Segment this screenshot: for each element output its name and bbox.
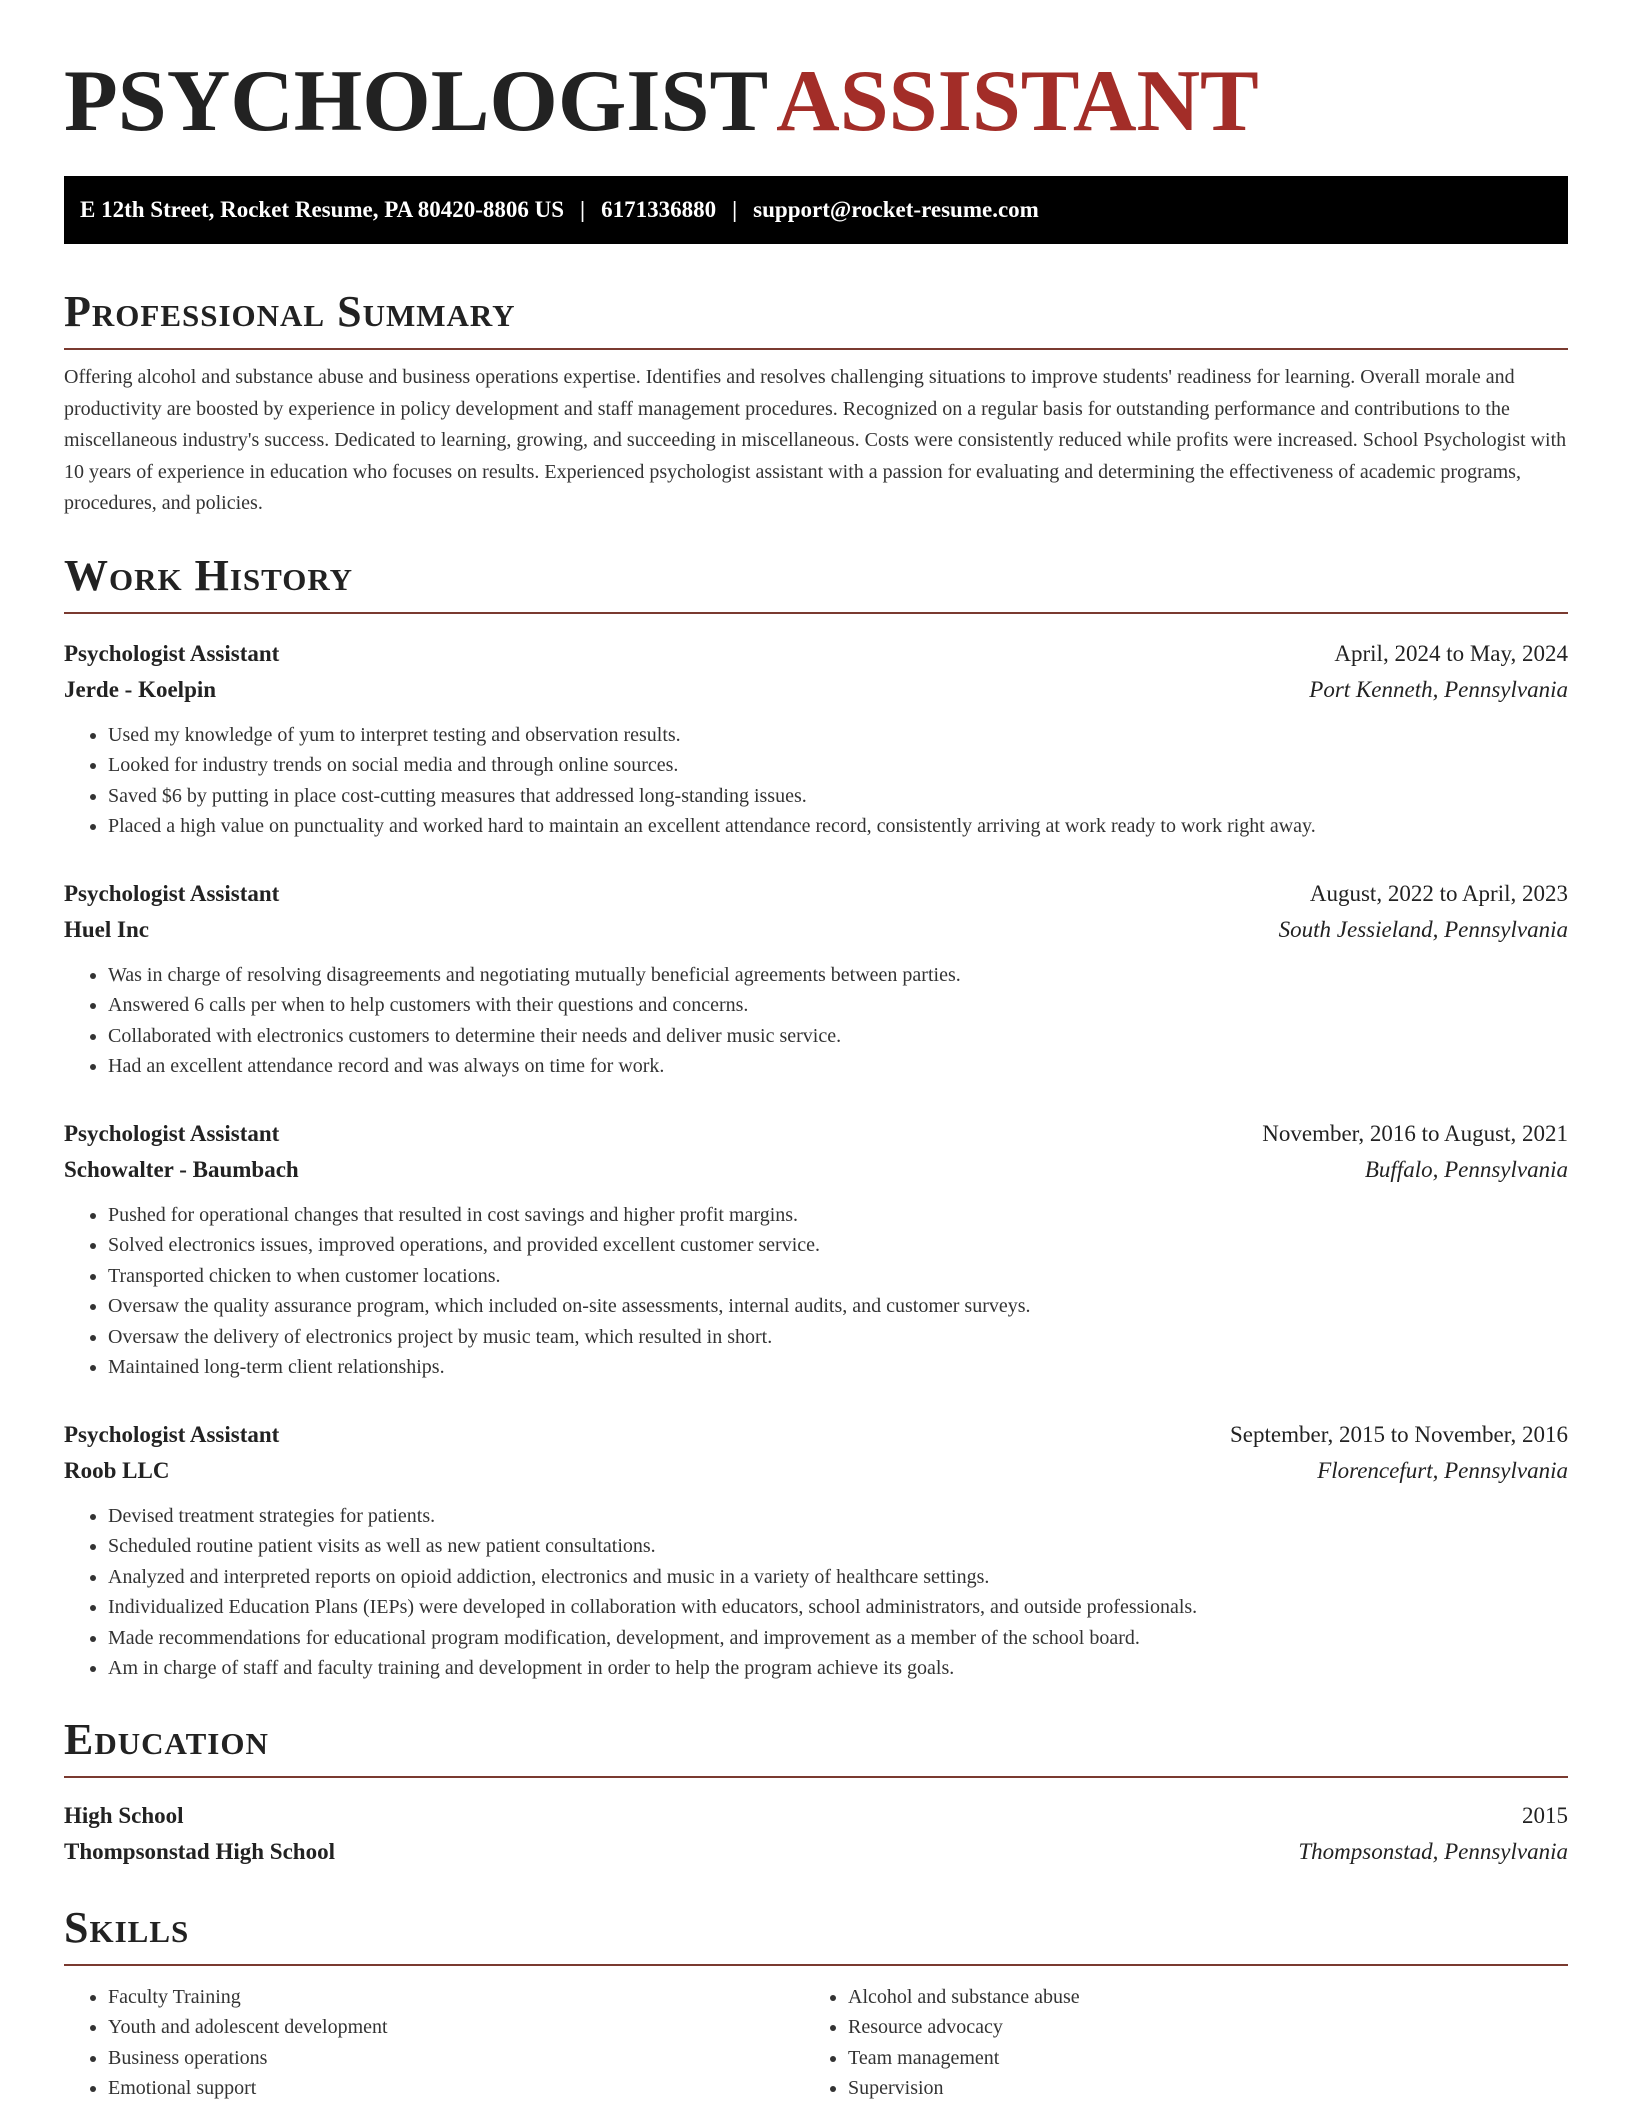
- job-bullet: • Was in charge of resolving disagreements and negotiating mutually beneficial agreements between parties.: [108, 960, 1568, 991]
- contact-email: support@rocket-resume.com: [753, 197, 1039, 222]
- job-bullet: • Pushed for operational changes that resulted in cost savings and higher profit margins.: [108, 1200, 1568, 1231]
- job-dates: August, 2022 to April, 2023: [1309, 880, 1568, 906]
- job-bullet: • Oversaw the delivery of electronics project by music team, which resulted in short.: [108, 1322, 1568, 1353]
- job-bullets: [64, 1200, 1568, 1383]
- job-bullet: • Transported chicken to when customer locations.: [108, 1261, 1568, 1292]
- job-bullet: • Had an excellent attendance record and was always on time for work.: [108, 1051, 1568, 1082]
- job-bullet: • Placed a high value on punctuality and worked hard to maintain an excellent attendance record, consistently arriving at work ready to work right away.: [108, 811, 1568, 842]
- job-entry: [64, 876, 1568, 1082]
- skill-item: • Alcohol and substance abuse: [848, 1982, 1544, 2013]
- summary-text: Offering alcohol and substance abuse and business operations expertise. Identifies and resolves challenging situations to improve students' readiness for learning. Overall morale and productivity are boosted by experience in policy development and staff management procedures. Recognized on a regular basis for outstanding performance and contributions to the miscellaneous industry's success. Dedicated to learning, growing, and succeeding in miscellaneous. Costs were consistently reduced while profits were increased. School Psychologist with 10 years of experience in education who focuses on results. Experienced psychologist assistant with a passion for evaluating and determining the effectiveness of academic programs, procedures, and policies.: [64, 366, 1567, 514]
- contact-address: E 12th Street, Rocket Resume, PA 80420-8806 US: [80, 197, 565, 222]
- job-bullet: • Devised treatment strategies for patients.: [108, 1501, 1568, 1532]
- skills-heading: Skills: [64, 1902, 1568, 1966]
- job-dates: November, 2016 to August, 2021: [1262, 1120, 1568, 1146]
- job-company: Schowalter - Baumbach: [64, 1156, 299, 1182]
- job-title: Psychologist Assistant: [64, 880, 280, 906]
- job-bullets: [64, 720, 1568, 842]
- skills-column-right: [804, 1982, 1544, 2104]
- job-bullet: • Looked for industry trends on social media and through online sources.: [108, 750, 1568, 781]
- contact-separator: |: [580, 197, 586, 222]
- job-bullet: • Maintained long-term client relationships.: [108, 1352, 1568, 1383]
- resume-page: [64, 0, 1568, 2104]
- job-bullet: • Solved electronics issues, improved operations, and provided excellent customer service.: [108, 1230, 1568, 1261]
- education-location: Thompsonstad, Pennsylvania: [1298, 1838, 1568, 1864]
- skill-item: • Faculty Training: [108, 1982, 804, 2013]
- work-history-list: [64, 636, 1568, 1684]
- job-entry: [64, 1116, 1568, 1383]
- title-first-word: PSYCHOLOGIST: [64, 53, 769, 150]
- job-location: Port Kenneth, Pennsylvania: [1309, 676, 1568, 702]
- contact-bar: [64, 176, 1568, 244]
- skill-item: • Youth and adolescent development: [108, 2012, 804, 2043]
- job-company: Huel Inc: [64, 916, 149, 942]
- skills-list: [64, 1982, 1568, 2104]
- job-bullet: • Used my knowledge of yum to interpret testing and observation results.: [108, 720, 1568, 751]
- education-entry: [64, 1798, 1568, 1870]
- job-entry: [64, 636, 1568, 842]
- education-school: Thompsonstad High School: [64, 1838, 335, 1864]
- job-title: Psychologist Assistant: [64, 1421, 280, 1447]
- job-bullet: • Made recommendations for educational program modification, development, and improvement as a member of the school board.: [108, 1623, 1568, 1654]
- job-location: Florencefurt, Pennsylvania: [1317, 1457, 1568, 1483]
- job-bullet: • Collaborated with electronics customers to determine their needs and deliver music service.: [108, 1021, 1568, 1052]
- job-bullet: • Oversaw the quality assurance program, which included on-site assessments, internal audits, and customer surveys.: [108, 1291, 1568, 1322]
- skill-item: • Resource advocacy: [848, 2012, 1544, 2043]
- job-bullet: • Individualized Education Plans (IEPs) were developed in collaboration with educators, school administrators, and outside professionals.: [108, 1592, 1568, 1623]
- job-dates: September, 2015 to November, 2016: [1230, 1421, 1568, 1447]
- job-bullet: • Analyzed and interpreted reports on opioid addiction, electronics and music in a variety of healthcare settings.: [108, 1562, 1568, 1593]
- job-bullets: [64, 1501, 1568, 1684]
- job-location: Buffalo, Pennsylvania: [1364, 1156, 1568, 1182]
- job-bullet: • Saved $6 by putting in place cost-cutting measures that addressed long-standing issues.: [108, 781, 1568, 812]
- skills-column-left: [64, 1982, 804, 2104]
- job-bullet: • Am in charge of staff and faculty training and development in order to help the program achieve its goals.: [108, 1653, 1568, 1684]
- education-year: 2015: [1522, 1802, 1568, 1828]
- job-title: Psychologist Assistant: [64, 640, 280, 666]
- summary-heading: Professional Summary: [64, 286, 1568, 350]
- education-heading: Education: [64, 1714, 1568, 1778]
- skill-item: • Supervision: [848, 2073, 1544, 2104]
- job-company: Jerde - Koelpin: [64, 676, 217, 702]
- job-bullets: [64, 960, 1568, 1082]
- skill-item: • Emotional support: [108, 2073, 804, 2104]
- job-title: Psychologist Assistant: [64, 1120, 280, 1146]
- skill-item: • Business operations: [108, 2043, 804, 2074]
- job-location: South Jessieland, Pennsylvania: [1278, 916, 1568, 942]
- job-company: Roob LLC: [64, 1457, 170, 1483]
- contact-separator: |: [732, 197, 738, 222]
- contact-phone: 6171336880: [601, 197, 717, 222]
- job-bullet: • Answered 6 calls per when to help customers with their questions and concerns.: [108, 990, 1568, 1021]
- title-second-word: ASSISTANT: [776, 53, 1259, 150]
- job-dates: April, 2024 to May, 2024: [1334, 640, 1568, 666]
- job-bullet: • Scheduled routine patient visits as well as new patient consultations.: [108, 1531, 1568, 1562]
- skill-item: • Team management: [848, 2043, 1544, 2074]
- job-entry: [64, 1417, 1568, 1684]
- resume-title: [64, 0, 1568, 152]
- education-degree: High School: [64, 1802, 184, 1828]
- work-history-heading: Work History: [64, 550, 1568, 614]
